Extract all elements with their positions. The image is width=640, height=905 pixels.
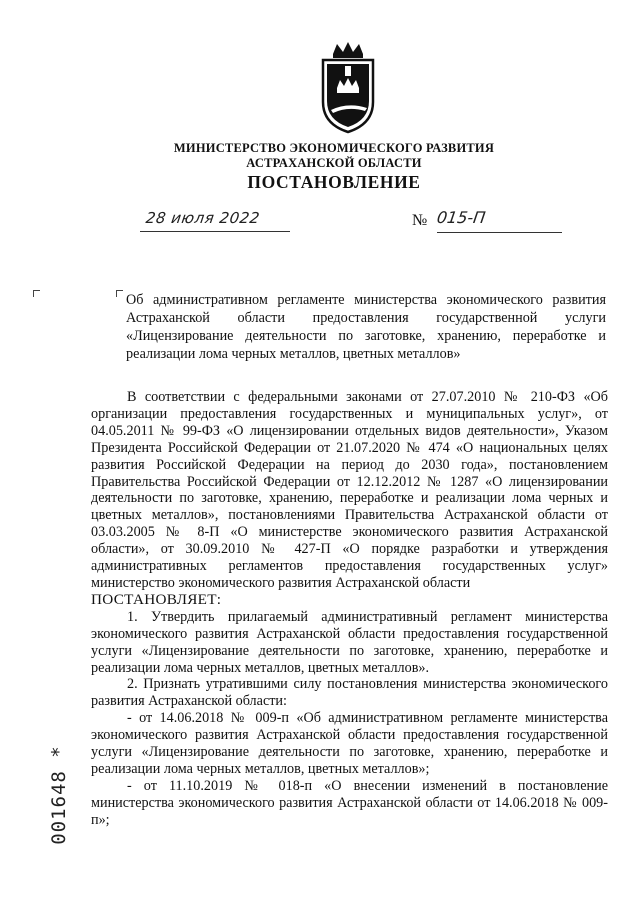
number-underline xyxy=(437,232,562,233)
document-body xyxy=(91,389,608,829)
registration-stamp xyxy=(48,742,72,852)
item-2a-paragraph: - от 14.06.2018 № 009-п «Об административном регламенте министерства экономического развития Астраханской области предоставления государственной услуги «Лицензирование деятельности по заготовке, хранению, переработке и реализации лома черных металлов, цветных металлов»; xyxy=(91,710,608,777)
ministry-name-line1: МИНИСТЕРСТВО ЭКОНОМИЧЕСКОГО РАЗВИТИЯ xyxy=(173,141,495,155)
subject-text: Об административном регламенте министерства экономического развития Астраханской области предоставления государственной услуги «Лицензирование деятельности по заготовке, хранению, переработке и реализации лома черных металлов, цветных металлов» xyxy=(126,292,606,362)
stamp-number xyxy=(48,740,70,850)
subject-corner-mark-left xyxy=(33,290,40,297)
document-number: 015-П xyxy=(435,208,487,227)
ministry-name-line2: АСТРАХАНСКОЙ ОБЛАСТИ xyxy=(246,156,422,170)
preamble-paragraph: В соответствии с федеральными законами от 27.07.2010 № 210-ФЗ «Об организации предоставления государственных и муниципальных услуг», от 04.05.2011 № 99-ФЗ «О лицензировании отдельных видов деятельности», Указом Президента Российской Федерации от 21.07.2020 № 474 «О национальных целях развития Российской Федерации на период до 2030 года», постановлением Правительства Российской Федерации от 12.12.2012 № 1287 «О лицензировании деятельности по заготовке, хранению, переработке и реализации лома черных и цветных металлов», постановлениями Правительства Астраханской области от 03.03.2005 № 8-П «О министерстве экономического развития Астраханской области», от 30.09.2010 № 427-П «О порядке разработки и утверждения административных регламентов предоставления государственных услуг» министерство экономического развития Астраханской области xyxy=(91,389,608,591)
item-2-paragraph: 2. Признать утратившими силу постановления министерства экономического развития Астраханской области: xyxy=(91,676,608,710)
item-1-paragraph: 1. Утвердить прилагаемый административный регламент министерства экономического развития Астраханской области предоставления государственной услуги «Лицензирование деятельности по заготовке, хранению, переработке и реализации лома черных металлов, цветных металлов». xyxy=(91,608,608,676)
number-label: № xyxy=(412,212,428,229)
date-underline xyxy=(140,231,290,232)
resolves-heading: ПОСТАНОВЛЯЕТ: xyxy=(91,590,222,608)
coat-of-arms-icon xyxy=(315,40,381,136)
document-title: ПОСТАНОВЛЕНИЕ xyxy=(247,172,421,192)
stamp-asterisk: * xyxy=(48,745,70,758)
item-2b-paragraph: - от 11.10.2019 № 018-п «О внесении изменений в постановление министерства экономического развития Астраханской области от 14.06.2018 № 009-п»; xyxy=(91,777,608,828)
stamp-digits: 001648 xyxy=(48,770,70,845)
document-subject xyxy=(126,291,606,363)
subject-corner-mark-right xyxy=(116,290,123,297)
document-date: 28 июля 2022 xyxy=(144,209,262,227)
